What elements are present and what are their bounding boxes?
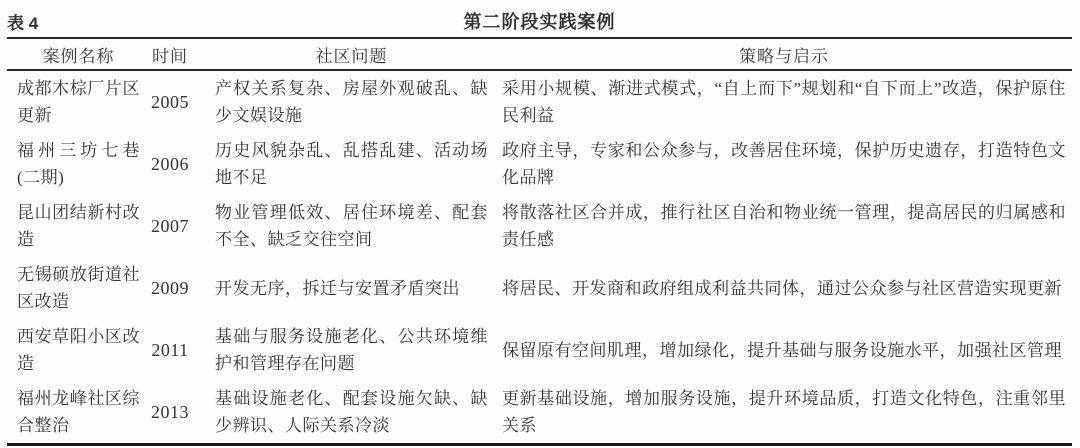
cell-year: 2011 bbox=[151, 339, 189, 360]
cell-strategy: 政府主导，专家和公众参与，改善居住环境，保护历史遗存，打造特色文化品牌 bbox=[502, 141, 1066, 187]
cell-problem: 产权关系复杂、房屋外观破乱、缺少文娱设施 bbox=[215, 79, 488, 125]
cell-strategy: 将居民、开发商和政府组成利益共同体，通过公众参与社区营造实现更新 bbox=[502, 278, 1062, 298]
column-header-strategy: 策略与启示 bbox=[739, 46, 829, 66]
column-header-year: 时间 bbox=[152, 46, 188, 66]
cell-year: 2009 bbox=[151, 277, 189, 298]
cell-case-name: 无锡硕放街道社区改造 bbox=[17, 265, 140, 311]
column-header-problem: 社区问题 bbox=[315, 46, 388, 66]
column-header-case-name: 案例名称 bbox=[42, 46, 115, 66]
cell-year: 2005 bbox=[151, 91, 189, 112]
table-number-label: 表 4 bbox=[7, 14, 39, 33]
cell-problem: 开发无序，拆迁与安置矛盾突出 bbox=[215, 278, 460, 298]
table-row bbox=[7, 257, 1072, 319]
table-caption bbox=[7, 0, 1072, 37]
cell-strategy: 保留原有空间肌理，增加绿化，提升基础与服务设施水平，加强社区管理 bbox=[502, 340, 1062, 360]
cell-strategy: 更新基础设施，增加服务设施，提升环境品质，打造文化特色，注重邻里关系 bbox=[502, 389, 1066, 435]
cell-case-name: 成都木棕厂片区更新 bbox=[17, 79, 140, 125]
data-table bbox=[7, 37, 1072, 446]
table-row bbox=[7, 133, 1072, 195]
table-row bbox=[7, 381, 1072, 443]
cell-case-name: 西安草阳小区改造 bbox=[17, 327, 140, 373]
cell-case-name: 福州三坊七巷(二期) bbox=[17, 141, 140, 187]
cell-problem: 历史风貌杂乱、乱搭乱建、活动场地不足 bbox=[215, 141, 488, 187]
table-header-row bbox=[7, 39, 1072, 71]
table-title: 第二阶段实践案例 bbox=[463, 12, 616, 32]
cell-case-name: 昆山团结新村改造 bbox=[17, 203, 140, 249]
cell-strategy: 将散落社区合并成，推行社区自治和物业统一管理，提高居民的归属感和责任感 bbox=[502, 203, 1066, 249]
cell-strategy: 采用小规模、渐进式模式，“自上而下”规划和“自下而上”改造，保护原住民利益 bbox=[502, 79, 1066, 125]
cell-year: 2007 bbox=[151, 215, 189, 236]
cell-problem: 基础与服务设施老化、公共环境维护和管理存在问题 bbox=[215, 327, 488, 373]
table-row bbox=[7, 195, 1072, 257]
table-row bbox=[7, 319, 1072, 381]
cell-year: 2006 bbox=[151, 153, 189, 174]
table-row bbox=[7, 71, 1072, 133]
cell-problem: 物业管理低效、居住环境差、配套不全、缺乏交往空间 bbox=[215, 203, 488, 249]
cell-year: 2013 bbox=[151, 401, 189, 422]
cell-problem: 基础设施老化、配套设施欠缺、缺少辨识、人际关系冷淡 bbox=[215, 389, 488, 435]
cell-case-name: 福州龙峰社区综合整治 bbox=[17, 389, 140, 435]
